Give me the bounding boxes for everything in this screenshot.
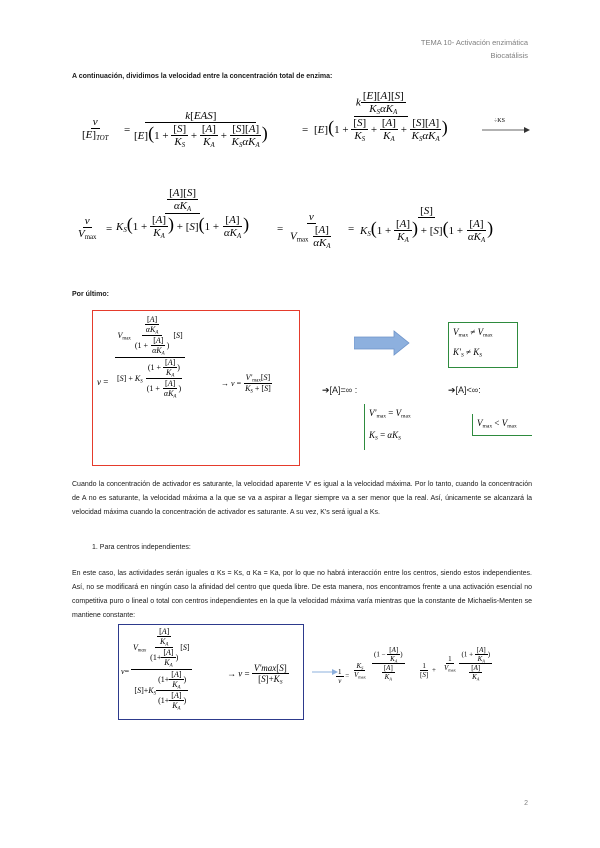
por-ultimo-label: Por último: — [72, 291, 109, 298]
non-saturating-label: ➔[A]<∞: — [448, 385, 481, 395]
red-box-result: → v = $\frac{V'_{max}[S]}{K_S + [S]}$ — [221, 373, 271, 395]
block-arrow-icon — [354, 330, 410, 356]
equation-2: $\frac{v}{V_{max}}$ = $\frac{[A][S]}{\alpha K_A}$ $K_S(1$ + $\frac{[A]}{K_A}$ ) + [S](1 + $\frac{[A]}{\alpha K_A}$ ) = v $V_{max}$ $\frac{[A]}{\alpha K_A}$ = [S] $K_S(1$ + $\frac{[A]}{K_A}$ ) + [S](1 + $\frac{[A]}{\alpha K_A}$ ) — [78, 187, 494, 251]
header-title: TEMA 10- Activación enzimática — [420, 38, 528, 47]
arrow-label: ÷KS — [494, 118, 505, 124]
intro-text: A continuación, dividimos la velocidad entre la concentración total de enzima: — [72, 73, 333, 80]
header-subtitle: Biocatálisis — [490, 51, 528, 60]
saturating-conditions: $V'_{max} = V_{max}$ $K_S = \alpha K_S$ — [364, 404, 422, 450]
header — [278, 38, 528, 60]
paragraph-2: En este caso, las actividades serán iguales α Ks = Ks, α Ka = Ka, por lo que no habrá interacción entre los centros, siendo estos independientes. Así, no se modificará en ningún caso la afinidad del centro que queda libre. De esta manera, nos encontramos frente a una activación esencial no competitiva puro o lineal o total con centros independientes en la que la velocidad máxima varía mientras que la constante de Michaelis-Menten se mantiene constante: — [72, 570, 532, 619]
blue-box-equation: v= $V_{max}$ $\frac{[A]}{K_A}$ (1+ $\frac{[A]}{K_A}$ ) [S] $[S]+K_S$ (1+ $\frac{[A]}{K_A}$ ) (1+ $\frac{[A]}{K_A}$ ) → v = $\frac{V'\max[S]}{[S]+K_S}$ — [118, 624, 304, 720]
page-number: 2 — [524, 800, 528, 807]
divide-ks-arrow — [480, 118, 530, 134]
saturating-label: ➔[A]=∞ : — [322, 385, 358, 395]
thin-arrow-icon — [312, 664, 338, 674]
non-saturating-conditions: $V_{max} < V_{max}$ — [472, 414, 532, 436]
lineweaver-equation: $\frac{1}{v}$ = $\frac{K_S}{V_{max}}$ (1 − $\frac{[A]}{K_A}$ ) $\frac{[A]}{K_A}$ $\frac{1}{[S]}$ + $\frac{1}{V_{max}}$ (1 + $\frac{[A]}{K_A}$ ) $\frac{[A]}{K_A}$ — [338, 646, 491, 685]
section-heading: 1. Para centros independientes: — [92, 544, 191, 551]
equation-1: $\frac{v}{[E]_{TOT}}$ = k[EAS] [E](1 + $\frac{[S]}{K_S}$ + $\frac{[A]}{K_A}$ + $\frac{[S][A]}{K_S\alpha K_A}$ ) = k $\frac{[E][A][S]}{K_S\alpha K_A}$ [E](1 + $\frac{[S]}{K_S}$ + $\frac{[A]}{K_A}$ + $\frac{[S][A]}{K_S\alpha K_A}$ ) ÷KS — [72, 90, 532, 180]
red-box-equation: v = $V_{max}$ $\frac{[A]}{\alpha K_A}$ (1 + $\frac{[A]}{\alpha K_A}$ ) [S] $[S] + K_S$ (1 + $\frac{[A]}{K_A}$ ) (1 + $\frac{[A]}{\alpha K_A}$ ) → v = $\frac{V'_{max}[S]}{K_S + [S]}$ — [92, 310, 300, 466]
green-box-conditions: $V_{max} \ne V_{max}$ $K'_S \ne K_S$ — [448, 322, 518, 368]
paragraph-1: Cuando la concentración de activador es saturante, la velocidad aparente V' es igual a la velocidad máxima. Por lo tanto, cuando la concentración de A no es saturante, la velocidad máxima a la que se va a aspirar a llegar siempre va a ser menor que la real. Así, únicamente se alcanzará la velocidad máxima cuando la concentración de activador es saturante. A su vez, K's será igual a Ks. — [72, 481, 532, 516]
